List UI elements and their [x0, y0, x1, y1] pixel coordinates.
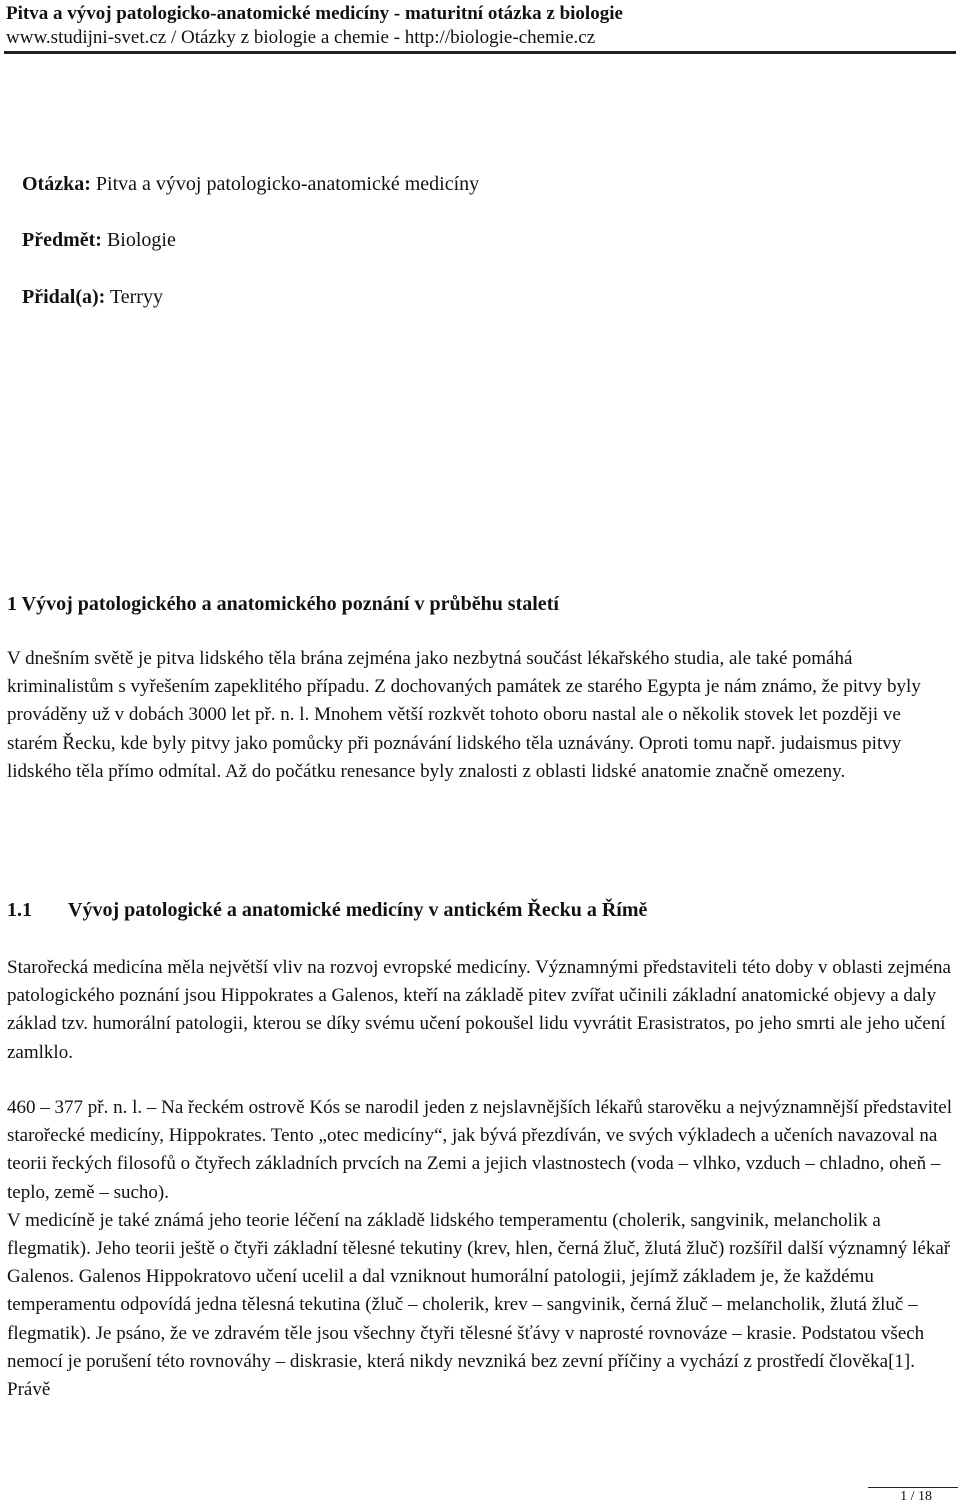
- meta-author: [22, 284, 163, 310]
- meta-subject: [22, 227, 176, 253]
- meta-question-value: Pitva a vývoj patologicko-anatomické medicíny: [90, 173, 480, 195]
- hippokrates-paragraph: [7, 1094, 955, 1404]
- document-source-line: www.studijni-svet.cz / Otázky z biologie a chemie - http://biologie-chemie.cz: [6, 27, 596, 48]
- meta-author-label: Přidal(a):: [22, 286, 106, 308]
- section-1-paragraph: V dnešním světě je pitva lidského těla brána zejména jako nezbytná součást lékařského studia, ale také pomáhá kriminalistům s vyřešením zapeklitého případu. Z dochovaných památek ze starého Egypta je nám známo, že pitvy byly prováděny už v dobách 3000 let př. n. l. Mnohem větší rozkvět tohoto oboru nastal ale o několik stovek let později ve starém Řecku, kde byly pitvy jako pomůcky při poznávání lidského těla uznávány. Oproti tomu např. judaismus pitvy lidského těla přímo odmítal. Až do počátku renesance byly znalosti z oblasti lidské anatomie značně omezeny.: [7, 648, 921, 782]
- header-divider: [4, 51, 956, 54]
- meta-subject-value: Biologie: [101, 229, 176, 251]
- section-1-1-number: 1.1: [7, 899, 32, 921]
- document-header: [6, 2, 956, 50]
- footer-divider: [868, 1487, 958, 1488]
- section-1-1-heading: [7, 897, 647, 923]
- page-number: 1 / 18: [900, 1489, 932, 1504]
- section-1-1-title: Vývoj patologické a anatomické medicíny v antickém Řecku a Římě: [68, 899, 648, 921]
- meta-question: [22, 171, 479, 197]
- hippokrates-text-part2: V medicíně je také známá jeho teorie léčení na základě lidského temperamentu (cholerik, sangvinik, melancholik a flegmatik). Jeho teorii ještě o čtyři základní tělesné tekutiny (krev, hlen, černá žluč, žlutá žluč) rozšířil další významný lékař Galenos. Galenos Hippokratovo učení ucelil a dal vzniknout humorální patologii, jejímž základem je, že každému temperamentu odpovídá jedna tělesná tekutina (žluč – cholerik, krev – sangvinik, černá žluč – melancholik, žlutá žluč – flegmatik). Je psáno, že ve zdravém těle jsou všechny čtyři tělesné šťávy v naprosté rovnováze – krasie. Podstatou všech nemocí je porušení této rovnováhy – diskrasie, která nikdy nevzniká bez zevní příčiny a vychází z prostředí člověka[1]. Právě: [7, 1209, 951, 1401]
- meta-question-label: Otázka:: [22, 173, 91, 195]
- section-1-1-paragraph: Starořecká medicína měla největší vliv na rozvoj evropské medicíny. Významnými představiteli této doby v oblasti zejména patologického poznání jsou Hippokrates a Galenos, kteří na základě pitev zvířat učinili základní anatomické objevy a daly základ tzv. humorální patologii, kterou se díky svému učení pokoušel lidu vyvrátit Erasistratos, po jeho smrti ale jeho učení zamlklo.: [7, 957, 951, 1063]
- meta-subject-label: Předmět:: [22, 229, 102, 251]
- section-1-heading: 1 Vývoj patologického a anatomického poznání v průběhu staletí: [7, 593, 559, 615]
- hippokrates-text-part1: 460 – 377 př. n. l. – Na řeckém ostrově Kós se narodil jeden z nejslavnějších lékařů starověku a nejvýznamnější představitel starořecké medicíny, Hippokrates. Tento „otec medicíny“, jak bývá přezdíván, ve svých výkladech a učeních navazoval na teorii řeckých filosofů o čtyřech základních prvcích na Zemi a jejich vlastnostech (voda – vlhko, vzduch – chladno, oheň – teplo, země – sucho).: [7, 1097, 952, 1203]
- meta-author-value: Terryy: [105, 286, 163, 308]
- document-title: Pitva a vývoj patologicko-anatomické medicíny - maturitní otázka z biologie: [6, 3, 623, 24]
